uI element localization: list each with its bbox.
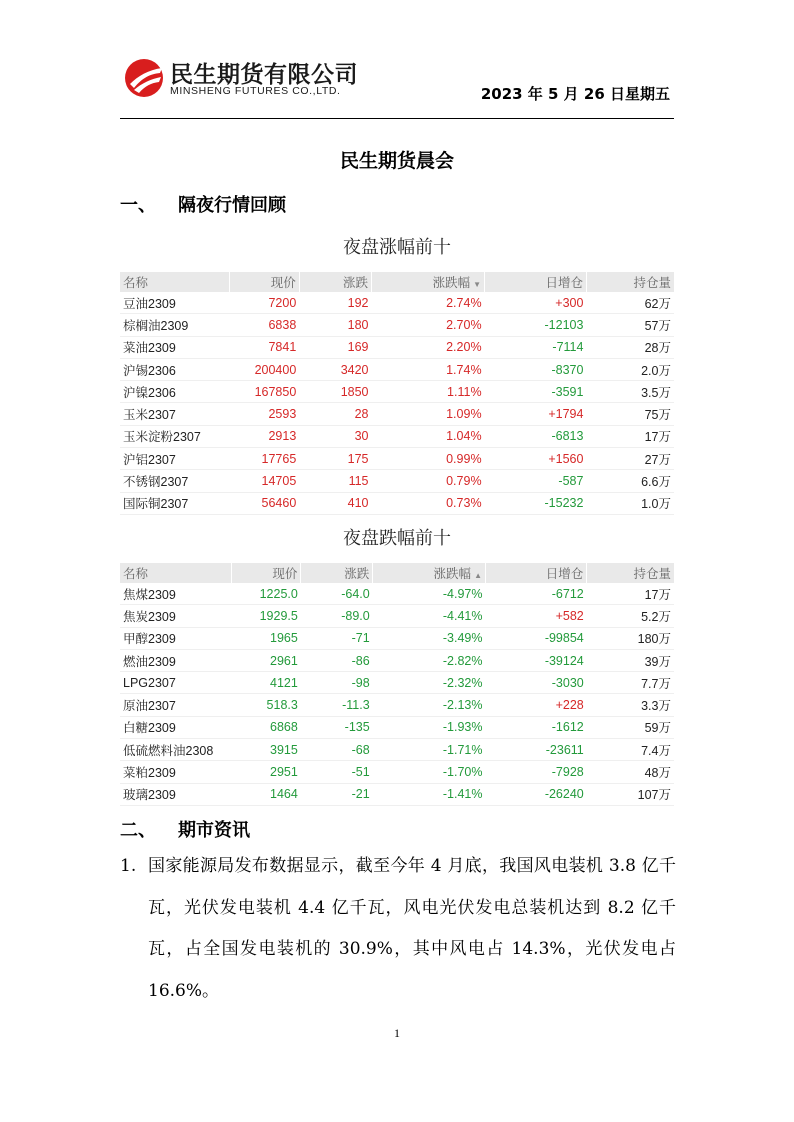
cell-open-interest: 1.0万 [586,492,674,514]
cell-change: 180 [299,314,371,336]
gainers-caption: 夜盘涨幅前十 [343,237,451,258]
cell-oi-change: -1612 [485,716,586,738]
cell-oi-change: -7928 [485,761,586,783]
cell-name: 甲醇2309 [120,627,231,649]
cell-open-interest: 59万 [587,716,674,738]
logo-emblem-icon [124,56,166,100]
cell-open-interest: 48万 [587,761,674,783]
cell-change: -51 [301,761,373,783]
cell-oi-change: +228 [485,694,586,716]
column-header-change[interactable]: 涨跌 [301,563,373,583]
cell-oi-change: -15232 [485,492,587,514]
table-header-row [120,272,674,292]
report-date: 2023 年 5 月 26 日星期五 [480,85,670,103]
section-number: 一、 [120,195,156,216]
column-header-oi-change[interactable]: 日增仓 [485,563,586,583]
column-header-change[interactable]: 涨跌 [299,272,371,292]
company-name-en: MINSHENG FUTURES CO.,LTD. [170,85,341,97]
cell-change: 410 [299,492,371,514]
cell-price: 7200 [229,292,299,314]
table-row[interactable] [120,672,674,694]
cell-open-interest: 5.2万 [587,605,674,627]
cell-open-interest: 3.5万 [586,381,674,403]
cell-change: 192 [299,292,371,314]
cell-change: 1850 [299,381,371,403]
sort-asc-icon[interactable]: ▲ [474,571,482,580]
cell-price: 2951 [231,761,301,783]
cell-price: 4121 [231,672,301,694]
cell-price: 1225.0 [231,583,301,605]
cell-change: -135 [301,716,373,738]
cell-name: 焦炭2309 [120,605,231,627]
cell-name: 沪铝2307 [120,448,229,470]
company-name-cn: 民生期货有限公司 [170,62,358,88]
cell-price: 1965 [231,627,301,649]
cell-change: 115 [299,470,371,492]
table-row[interactable] [120,425,674,447]
section-number: 二、 [120,820,156,841]
cell-open-interest: 57万 [586,314,674,336]
table-row[interactable] [120,627,674,649]
cell-oi-change: -3591 [485,381,587,403]
column-header-open-interest[interactable]: 持仓量 [586,272,674,292]
cell-price: 6868 [231,716,301,738]
cell-change-pct: 2.70% [372,314,485,336]
table-row[interactable] [120,649,674,671]
section-heading-review [120,191,286,217]
cell-change-pct: 2.20% [372,336,485,358]
cell-name: 菜油2309 [120,336,229,358]
table-row[interactable] [120,783,674,805]
cell-open-interest: 2.0万 [586,358,674,380]
cell-change-pct: 0.99% [372,448,485,470]
cell-name: 国际铜2307 [120,492,229,514]
cell-change-pct: 1.74% [372,358,485,380]
table-row[interactable] [120,314,674,336]
cell-change: -89.0 [301,605,373,627]
sort-desc-icon[interactable]: ▼ [473,280,482,289]
table-row[interactable] [120,358,674,380]
cell-oi-change: -99854 [485,627,586,649]
cell-change: -64.0 [301,583,373,605]
cell-price: 2961 [231,649,301,671]
cell-oi-change: -23611 [485,739,586,761]
column-header-oi-change[interactable]: 日增仓 [485,272,587,292]
cell-change-pct: 1.11% [372,381,485,403]
cell-change: 30 [299,425,371,447]
cell-oi-change: -6712 [485,583,586,605]
cell-oi-change: -26240 [485,783,586,805]
cell-change: 175 [299,448,371,470]
cell-change-pct: -2.82% [373,649,486,671]
cell-change-pct: 1.04% [372,425,485,447]
cell-change: -98 [301,672,373,694]
cell-oi-change: +300 [485,292,587,314]
table-row[interactable] [120,292,674,314]
cell-name: 原油2307 [120,694,231,716]
column-header-change-pct[interactable]: 涨跌幅 ▲ [373,563,486,583]
section-title: 隔夜行情回顾 [178,195,286,216]
cell-name: LPG2307 [120,672,231,694]
cell-open-interest: 7.7万 [587,672,674,694]
losers-caption: 夜盘跌幅前十 [343,528,451,549]
table-row[interactable] [120,761,674,783]
document-title: 民生期货晨会 [339,150,454,172]
cell-open-interest: 3.3万 [587,694,674,716]
cell-oi-change: -7114 [485,336,587,358]
cell-open-interest: 6.6万 [586,470,674,492]
cell-oi-change: -587 [485,470,587,492]
cell-change-pct: -4.97% [373,583,486,605]
cell-price: 14705 [229,470,299,492]
cell-change-pct: -3.49% [373,627,486,649]
news-item-text: 国家能源局发布数据显示，截至今年 4 月底，我国风电装机 3.8 亿千瓦，光伏发电装机 4.4 亿千瓦，风电光伏发电总装机达到 8.2 亿千瓦，占全国发电装机的 30.9%，其中风电占 14.3%，光伏发电占 16.6%。 [148,856,676,1001]
table-row[interactable] [120,492,674,514]
gainers-table [120,272,674,515]
cell-change: 28 [299,403,371,425]
cell-oi-change: -12103 [485,314,587,336]
cell-open-interest: 28万 [586,336,674,358]
cell-oi-change: +1560 [485,448,587,470]
cell-price: 167850 [229,381,299,403]
table-row[interactable] [120,336,674,358]
cell-price: 6838 [229,314,299,336]
company-logo [124,56,374,100]
cell-open-interest: 27万 [586,448,674,470]
cell-price: 3915 [231,739,301,761]
cell-oi-change: -39124 [485,649,586,671]
table-row[interactable] [120,470,674,492]
cell-price: 7841 [229,336,299,358]
cell-open-interest: 180万 [587,627,674,649]
cell-change: -21 [301,783,373,805]
cell-open-interest: 17万 [586,425,674,447]
cell-open-interest: 17万 [587,583,674,605]
table-row[interactable] [120,583,674,605]
cell-change-pct: 2.74% [372,292,485,314]
table-row[interactable] [120,694,674,716]
cell-oi-change: +582 [485,605,586,627]
cell-name: 玻璃2309 [120,783,231,805]
cell-change-pct: -4.41% [373,605,486,627]
cell-open-interest: 75万 [586,403,674,425]
header-divider [120,118,674,119]
cell-open-interest: 62万 [586,292,674,314]
section-heading-news [120,816,250,842]
cell-change-pct: 0.73% [372,492,485,514]
cell-change: -11.3 [301,694,373,716]
column-header-change-pct[interactable]: 涨跌幅 ▼ [372,272,485,292]
cell-change-pct: 0.79% [372,470,485,492]
column-header-price[interactable]: 现价 [229,272,299,292]
cell-name: 玉米淀粉2307 [120,425,229,447]
cell-name: 沪镍2306 [120,381,229,403]
table-row[interactable] [120,381,674,403]
cell-price: 200400 [229,358,299,380]
cell-name: 低硫燃料油2308 [120,739,231,761]
table-row[interactable] [120,605,674,627]
table-header-row [120,563,674,583]
cell-name: 不锈钢2307 [120,470,229,492]
cell-change-pct: -1.93% [373,716,486,738]
cell-name: 沪锡2306 [120,358,229,380]
cell-price: 1464 [231,783,301,805]
cell-change: -86 [301,649,373,671]
table-row[interactable] [120,448,674,470]
news-item-number: 1. [120,856,137,876]
cell-price: 2913 [229,425,299,447]
section-title: 期市资讯 [178,820,250,841]
cell-name: 豆油2309 [120,292,229,314]
cell-open-interest: 107万 [587,783,674,805]
column-header-name[interactable]: 名称 [120,272,229,292]
table-row[interactable] [120,403,674,425]
cell-price: 1929.5 [231,605,301,627]
cell-price: 17765 [229,448,299,470]
cell-open-interest: 39万 [587,649,674,671]
cell-change-pct: -1.71% [373,739,486,761]
cell-name: 焦煤2309 [120,583,231,605]
cell-name: 燃油2309 [120,649,231,671]
table-row[interactable] [120,739,674,761]
cell-change-pct: -1.41% [373,783,486,805]
column-header-name[interactable]: 名称 [120,563,231,583]
cell-oi-change: -3030 [485,672,586,694]
news-item [120,846,676,1012]
cell-change-pct: 1.09% [372,403,485,425]
cell-oi-change: -8370 [485,358,587,380]
cell-name: 玉米2307 [120,403,229,425]
cell-name: 白糖2309 [120,716,231,738]
cell-price: 56460 [229,492,299,514]
column-header-price[interactable]: 现价 [231,563,301,583]
cell-change: 169 [299,336,371,358]
cell-change-pct: -2.32% [373,672,486,694]
page-number: 1 [394,1026,400,1040]
losers-table [120,563,674,806]
table-row[interactable] [120,716,674,738]
column-header-open-interest[interactable]: 持仓量 [587,563,674,583]
cell-name: 棕榈油2309 [120,314,229,336]
cell-change: -71 [301,627,373,649]
cell-change: 3420 [299,358,371,380]
cell-name: 菜粕2309 [120,761,231,783]
cell-oi-change: +1794 [485,403,587,425]
cell-price: 2593 [229,403,299,425]
cell-change-pct: -1.70% [373,761,486,783]
cell-open-interest: 7.4万 [587,739,674,761]
cell-oi-change: -6813 [485,425,587,447]
cell-price: 518.3 [231,694,301,716]
cell-change: -68 [301,739,373,761]
cell-change-pct: -2.13% [373,694,486,716]
